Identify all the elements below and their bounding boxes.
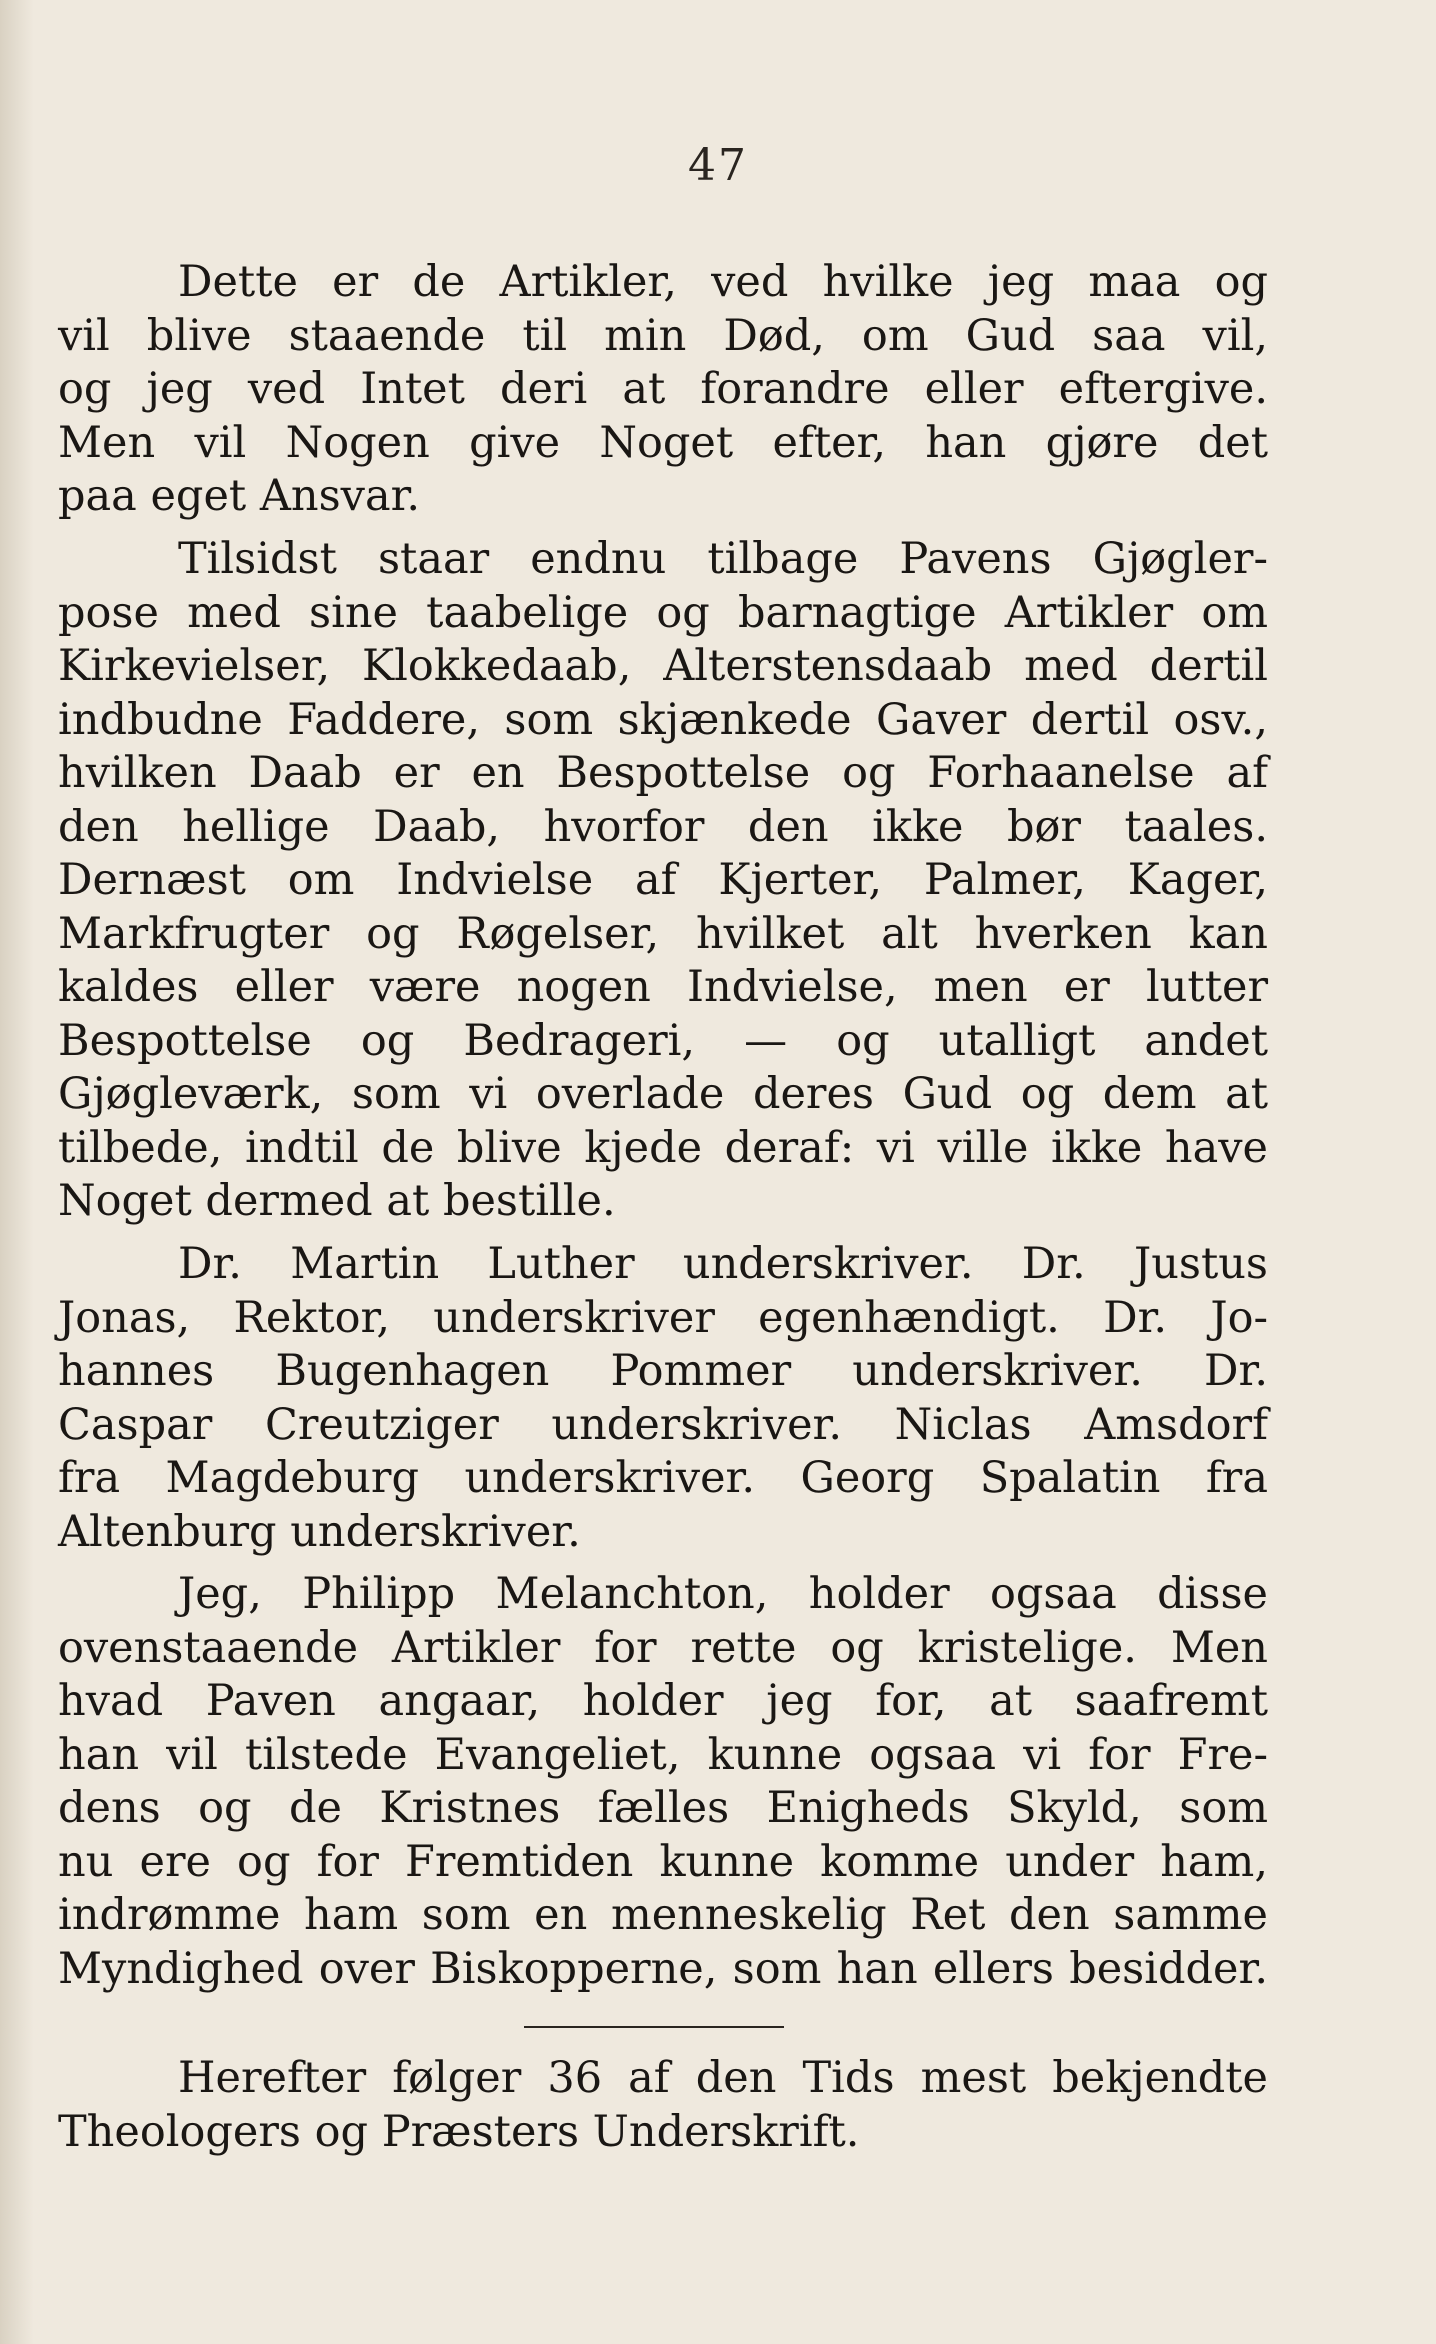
paragraph-3	[58, 1238, 1268, 1559]
text-line: Caspar Creutziger underskriver. Niclas Amsdorf	[58, 1399, 1268, 1450]
text-line: Dette er de Artikler, ved hvilke jeg maa og	[178, 257, 1268, 307]
text-line: Dernæst om Indvielse af Kjerter, Palmer, Kager,	[58, 855, 1268, 905]
text-line: Jeg, Philipp Melanchton, holder ogsaa disse	[178, 1569, 1268, 1619]
text-line: Men vil Nogen give Noget efter, han gjøre det	[58, 417, 1268, 468]
text-line: hvad Paven angaar, holder jeg for, at saafremt	[58, 1676, 1268, 1726]
text-line: Gjøgleværk, som vi overlade deres Gud og dem at	[58, 1069, 1268, 1119]
text-line: nu ere og for Fremtiden kunne komme under ham,	[58, 1836, 1268, 1887]
text-line: og jeg ved Intet deri at forandre eller eftergive.	[58, 364, 1268, 414]
text-line: dens og de Kristnes fælles Enigheds Skyld, som	[58, 1783, 1268, 1833]
text-line: han vil tilstede Evangeliet, kunne ogsaa vi for Fre-	[58, 1729, 1268, 1780]
text-line: Myndighed over Biskopperne, som han ellers besidder.	[58, 1943, 1268, 1994]
text-line: tilbede, indtil de blive kjede deraf: vi ville ikke have	[58, 1122, 1268, 1173]
section-divider	[524, 2026, 784, 2028]
text-line: pose med sine taabelige og barnagtige Artikler om	[58, 587, 1268, 638]
paragraph-4	[58, 1568, 1268, 1996]
text-line: hvilken Daab er en Bespottelse og Forhaanelse af	[58, 748, 1268, 798]
text-line: indbudne Faddere, som skjænkede Gaver dertil osv.,	[58, 694, 1268, 745]
text-line: Dr. Martin Luther underskriver. Dr. Justus	[178, 1239, 1268, 1289]
text-line: indrømme ham som en menneskelig Ret den samme	[58, 1890, 1268, 1940]
text-line: fra Magdeburg underskriver. Georg Spalatin fra	[58, 1453, 1268, 1503]
text-line: Theologers og Præsters Underskrift.	[58, 2106, 860, 2157]
text-line: hannes Bugenhagen Pommer underskriver. Dr.	[58, 1346, 1268, 1396]
text-line: vil blive staaende til min Død, om Gud saa vil,	[58, 310, 1268, 361]
page-edge-shadow	[0, 0, 34, 2344]
text-line: Markfrugter og Røgelser, hvilket alt hverken kan	[58, 908, 1268, 959]
paragraph-1	[58, 256, 1268, 524]
text-line: Herefter følger 36 af den Tids mest bekjendte	[178, 2053, 1268, 2103]
text-line: kaldes eller være nogen Indvielse, men er lutter	[58, 962, 1268, 1012]
text-line: ovenstaaende Artikler for rette og kristelige. Men	[58, 1622, 1268, 1673]
page-number: 47	[688, 140, 748, 191]
text-line: Kirkevielser, Klokkedaab, Alterstensdaab med dertil	[58, 641, 1268, 691]
text-line: den hellige Daab, hvorfor den ikke bør taales.	[58, 801, 1268, 852]
text-line: Altenburg underskriver.	[58, 1506, 581, 1557]
paragraph-2	[58, 533, 1268, 1229]
paragraph-5	[58, 2052, 1268, 2159]
text-line: paa eget Ansvar.	[58, 471, 421, 521]
text-line: Jonas, Rektor, underskriver egenhændigt. Dr. Jo-	[58, 1292, 1268, 1343]
text-line: Tilsidst staar endnu tilbage Pavens Gjøgler-	[178, 534, 1268, 584]
text-line: Bespottelse og Bedrageri, — og utalligt andet	[58, 1015, 1268, 1066]
text-line: Noget dermed at bestille.	[58, 1176, 616, 1226]
